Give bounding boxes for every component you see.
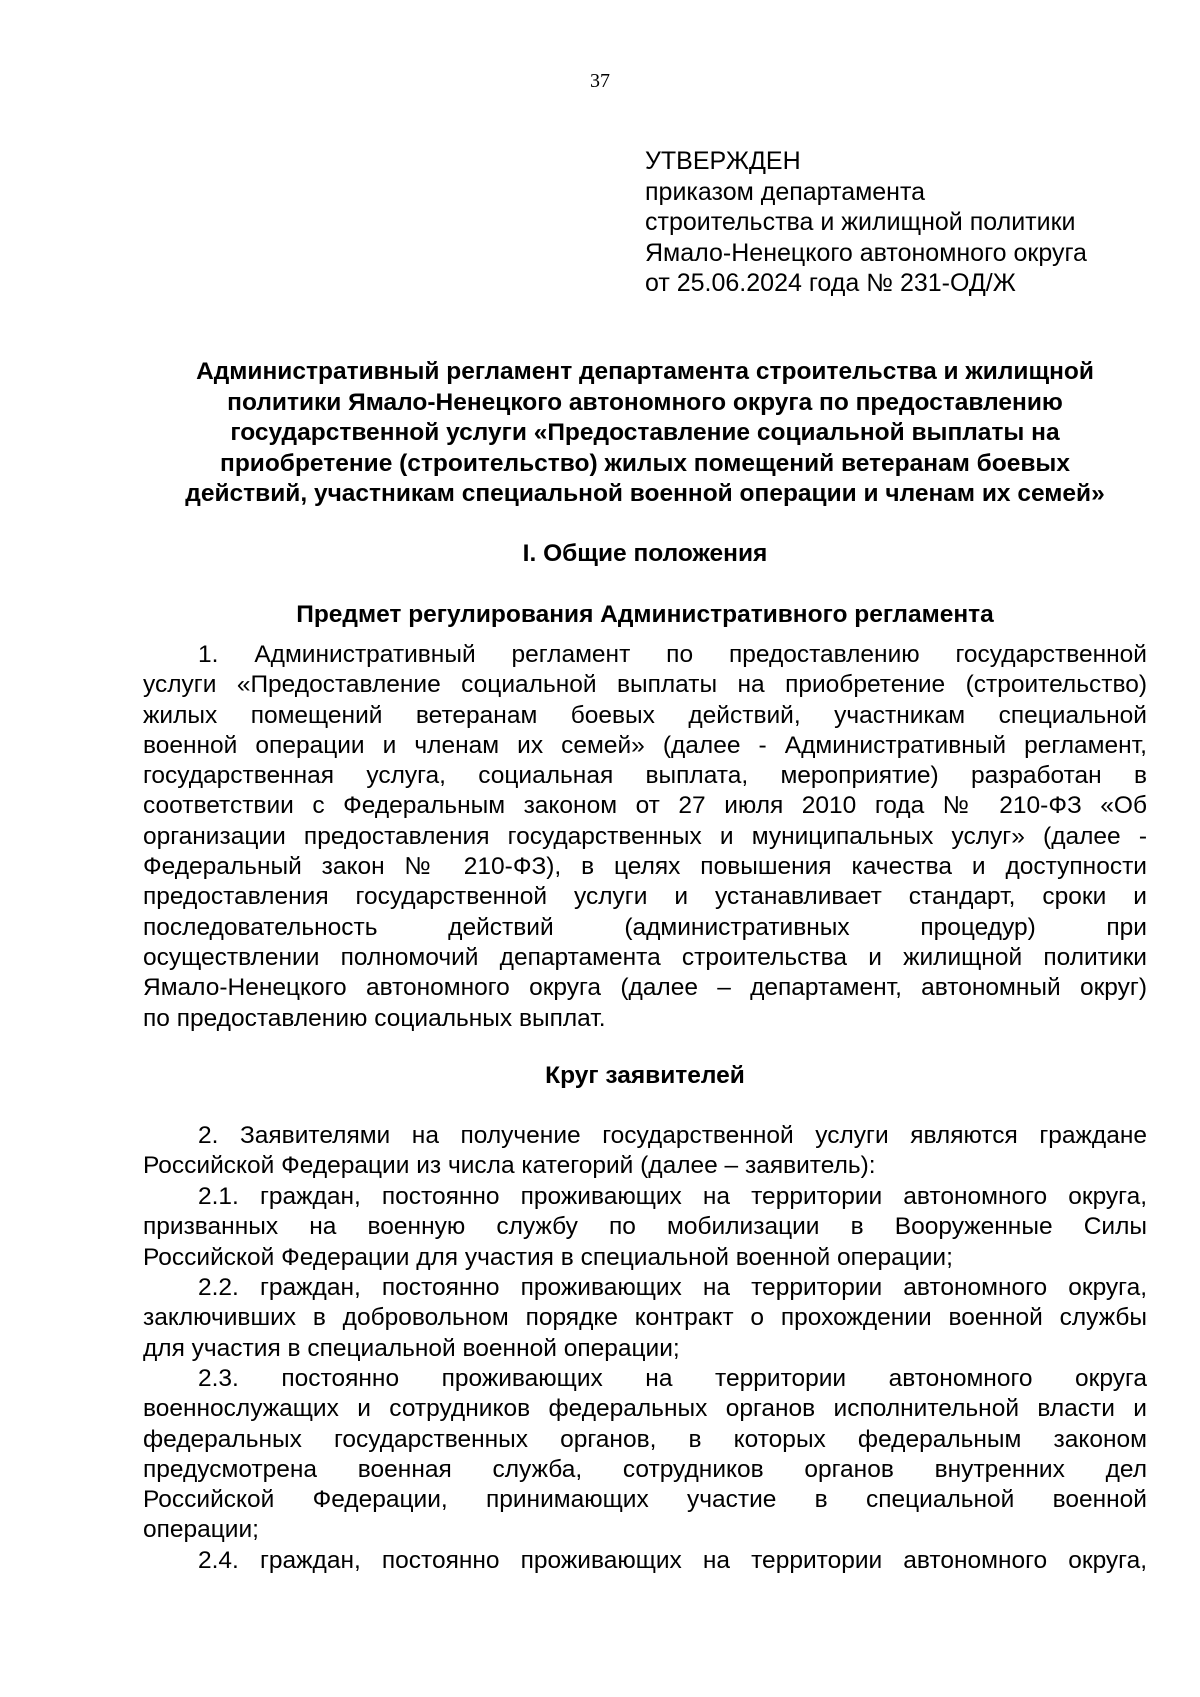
- paragraph-line: последовательность действий (административных процедур) при: [143, 913, 1147, 941]
- paragraph-line: федеральных государственных органов, в которых федеральным законом: [143, 1425, 1147, 1453]
- paragraph-line: военной операции и членам их семей» (далее - Административный регламент,: [143, 731, 1147, 759]
- approval-line: строительства и жилищной политики: [645, 208, 1076, 236]
- paragraph-1: [143, 640, 1147, 1034]
- paragraph-line: 2. Заявителями на получение государственной услуги являются граждане: [198, 1122, 1147, 1149]
- paragraph-line: жилых помещений ветеранам боевых действий, участникам специальной: [143, 701, 1147, 729]
- paragraph-2-4: [143, 1546, 1147, 1576]
- title-line: политики Ямало-Ненецкого автономного округа по предоставлению: [227, 388, 1063, 416]
- paragraph-line: предоставления государственной услуги и устанавливает стандарт, сроки и: [143, 883, 1147, 911]
- title-line: государственной услуги «Предоставление социальной выплаты на: [230, 419, 1060, 446]
- paragraph-line: 2.3. постоянно проживающих на территории автономного округа: [198, 1365, 1147, 1392]
- approval-block: [645, 146, 1087, 299]
- paragraph-2-3: [143, 1364, 1147, 1546]
- paragraph-line: для участия в специальной военной операции;: [143, 1334, 680, 1362]
- paragraph-line: операции;: [143, 1516, 259, 1544]
- approval-line: от 25.06.2024 года № 231-ОД/Ж: [645, 269, 1016, 297]
- paragraph-line: Федеральный закон № 210-ФЗ), в целях повышения качества и доступности: [143, 853, 1147, 881]
- paragraph-line: призванных на военную службу по мобилизации в Вооруженные Силы: [143, 1213, 1147, 1241]
- paragraph-line: организации предоставления государственных и муниципальных услуг» (далее -: [143, 822, 1147, 850]
- approval-line: УТВЕРЖДЕН: [645, 147, 801, 175]
- paragraph-line: заключивших в добровольном порядке контракт о прохождении военной службы: [143, 1304, 1147, 1332]
- paragraph-line: 1. Административный регламент по предоставлению государственной: [198, 641, 1147, 668]
- document-title: [130, 357, 1160, 510]
- title-line: действий, участникам специальной военной операции и членам их семей»: [185, 480, 1105, 507]
- subheading-applicants: Круг заявителей: [545, 1062, 745, 1089]
- subheading-subject: Предмет регулирования Административного регламента: [296, 601, 994, 628]
- title-line: Административный регламент департамента строительства и жилищной: [196, 358, 1094, 385]
- paragraph-line: военнослужащих и сотрудников федеральных органов исполнительной власти и: [143, 1395, 1147, 1423]
- paragraph-line: Российской Федерации из числа категорий (далее – заявитель):: [143, 1152, 876, 1180]
- paragraph-2-1: [143, 1182, 1147, 1273]
- paragraph-2: [143, 1121, 1147, 1182]
- paragraph-line: осуществлении полномочий департамента строительства и жилищной политики: [143, 943, 1147, 971]
- paragraph-line: Российской Федерации, принимающих участие в специальной военной: [143, 1486, 1147, 1514]
- paragraph-line: по предоставлению социальных выплат.: [143, 1004, 606, 1032]
- paragraph-line: Российской Федерации для участия в специальной военной операции;: [143, 1243, 953, 1271]
- title-line: приобретение (строительство) жилых помещений ветеранам боевых: [220, 449, 1070, 477]
- page-number: 37: [590, 70, 610, 92]
- approval-line: приказом департамента: [645, 177, 926, 206]
- paragraph-line: 2.2. граждан, постоянно проживающих на территории автономного округа,: [198, 1274, 1147, 1301]
- paragraph-line: 2.1. граждан, постоянно проживающих на территории автономного округа,: [198, 1183, 1147, 1210]
- paragraph-line: Ямало-Ненецкого автономного округа (далее – департамент, автономный округ): [143, 974, 1147, 1002]
- approval-line: Ямало-Ненецкого автономного округа: [645, 238, 1087, 267]
- paragraph-line: услуги «Предоставление социальной выплаты на приобретение (строительство): [143, 671, 1147, 699]
- paragraph-line: государственная услуга, социальная выплата, мероприятие) разработан в: [143, 762, 1147, 790]
- section-heading: I. Общие положения: [522, 540, 768, 567]
- paragraph-2-2: [143, 1273, 1147, 1364]
- paragraph-line: предусмотрена военная служба, сотрудников органов внутренних дел: [143, 1455, 1147, 1483]
- paragraph-line: 2.4. граждан, постоянно проживающих на территории автономного округа,: [198, 1547, 1147, 1574]
- paragraph-line: соответствии с Федеральным законом от 27 июля 2010 года № 210-ФЗ «Об: [143, 792, 1147, 820]
